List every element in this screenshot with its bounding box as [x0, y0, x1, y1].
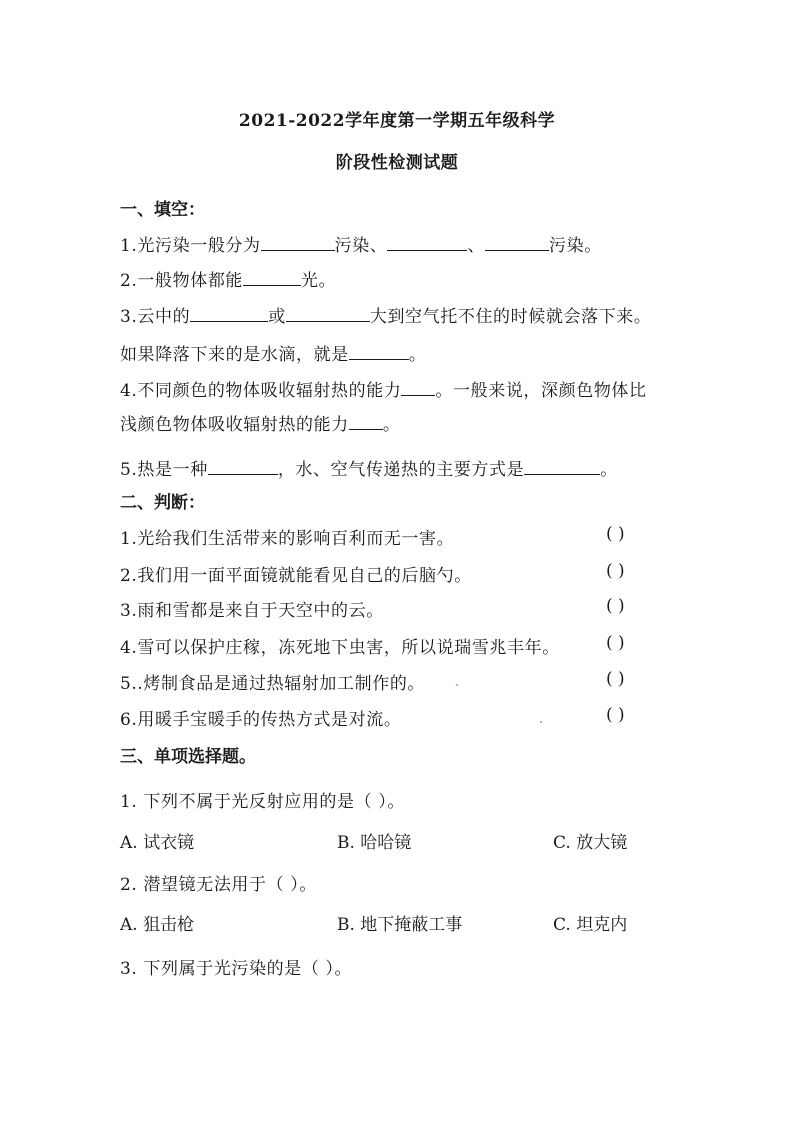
answer-paren[interactable]: ( ) — [606, 561, 625, 581]
answer-paren[interactable]: ( ) — [606, 524, 625, 544]
fill-q5: 5.热是一种 ，水、空气传递热的主要方式是 。 — [120, 460, 618, 480]
judge-item: 3.雨和雪都是来自于天空中的云。 — [120, 601, 384, 621]
answer-blank[interactable] — [485, 236, 549, 251]
fill-q1: 1.光污染一般分为 污染、 、 污染。 — [120, 236, 602, 256]
fill-q4: 4.不同颜色的物体吸收辐射热的能力 。一般来说，深颜色物体比 — [120, 381, 647, 401]
choice-q3-stem: 3. 下列属于光污染的是（ ）。 — [120, 959, 353, 979]
judge-item: 4.雪可以保护庄稼，冻死地下虫害，所以说瑞雪兆丰年。 — [120, 638, 560, 658]
judge-item: 5..烤制食品是通过热辐射加工制作的。 — [120, 674, 426, 694]
choice-q1-stem: 1. 下列不属于光反射应用的是（ ）。 — [120, 792, 405, 812]
section-choice-heading: 三、单项选择题。 — [120, 747, 256, 767]
answer-blank[interactable] — [190, 307, 268, 322]
answer-blank[interactable] — [387, 236, 467, 251]
exam-subtitle: 阶段性检测试题 — [335, 153, 459, 173]
choice-q1-option-c[interactable]: C. 放大镜 — [553, 833, 628, 853]
judge-item: 2.我们用一面平面镜就能看见自己的后脑勺。 — [120, 566, 472, 586]
answer-paren[interactable]: ( ) — [606, 669, 625, 689]
answer-blank[interactable] — [349, 415, 383, 430]
answer-blank[interactable] — [243, 271, 301, 286]
answer-blank[interactable] — [208, 460, 278, 475]
choice-q1-option-a[interactable]: A. 试衣镜 — [120, 833, 195, 853]
exam-title: 2021-2022学年度第一学期五年级科学 — [238, 111, 556, 131]
answer-paren[interactable]: ( ) — [606, 705, 625, 725]
choice-q1-option-b[interactable]: B. 哈哈镜 — [337, 833, 412, 853]
fill-q2: 2.一般物体都能 光。 — [120, 271, 337, 291]
answer-blank[interactable] — [286, 307, 370, 322]
choice-q2-option-c[interactable]: C. 坦克内 — [553, 915, 628, 935]
fill-q3-cont: 如果降落下来的是水滴，就是 。 — [120, 345, 427, 365]
judge-item: 6.用暖手宝暖手的传热方式是对流。 — [120, 710, 402, 730]
answer-paren[interactable]: ( ) — [606, 633, 625, 653]
stray-mark — [540, 721, 542, 723]
answer-blank[interactable] — [349, 345, 409, 360]
fill-q3: 3.云中的 或 大到空气托不住的时候就会落下来。 — [120, 307, 652, 327]
section-judge-heading: 二、判断： — [120, 493, 205, 513]
answer-paren[interactable]: ( ) — [606, 596, 625, 616]
stray-mark — [456, 684, 458, 686]
answer-blank[interactable] — [524, 460, 600, 475]
section-fill-in-heading: 一、填空： — [120, 200, 205, 220]
judge-item: 1.光给我们生活带来的影响百利而无一害。 — [120, 529, 455, 549]
choice-q2-option-a[interactable]: A. 狙击枪 — [120, 915, 195, 935]
choice-q2-stem: 2. 潜望镜无法用于（ ）。 — [120, 875, 317, 895]
answer-blank[interactable] — [261, 236, 335, 251]
choice-q2-option-b[interactable]: B. 地下掩蔽工事 — [337, 915, 463, 935]
fill-q4-cont: 浅颜色物体吸收辐射热的能力 。 — [120, 415, 401, 435]
answer-blank[interactable] — [401, 381, 435, 396]
